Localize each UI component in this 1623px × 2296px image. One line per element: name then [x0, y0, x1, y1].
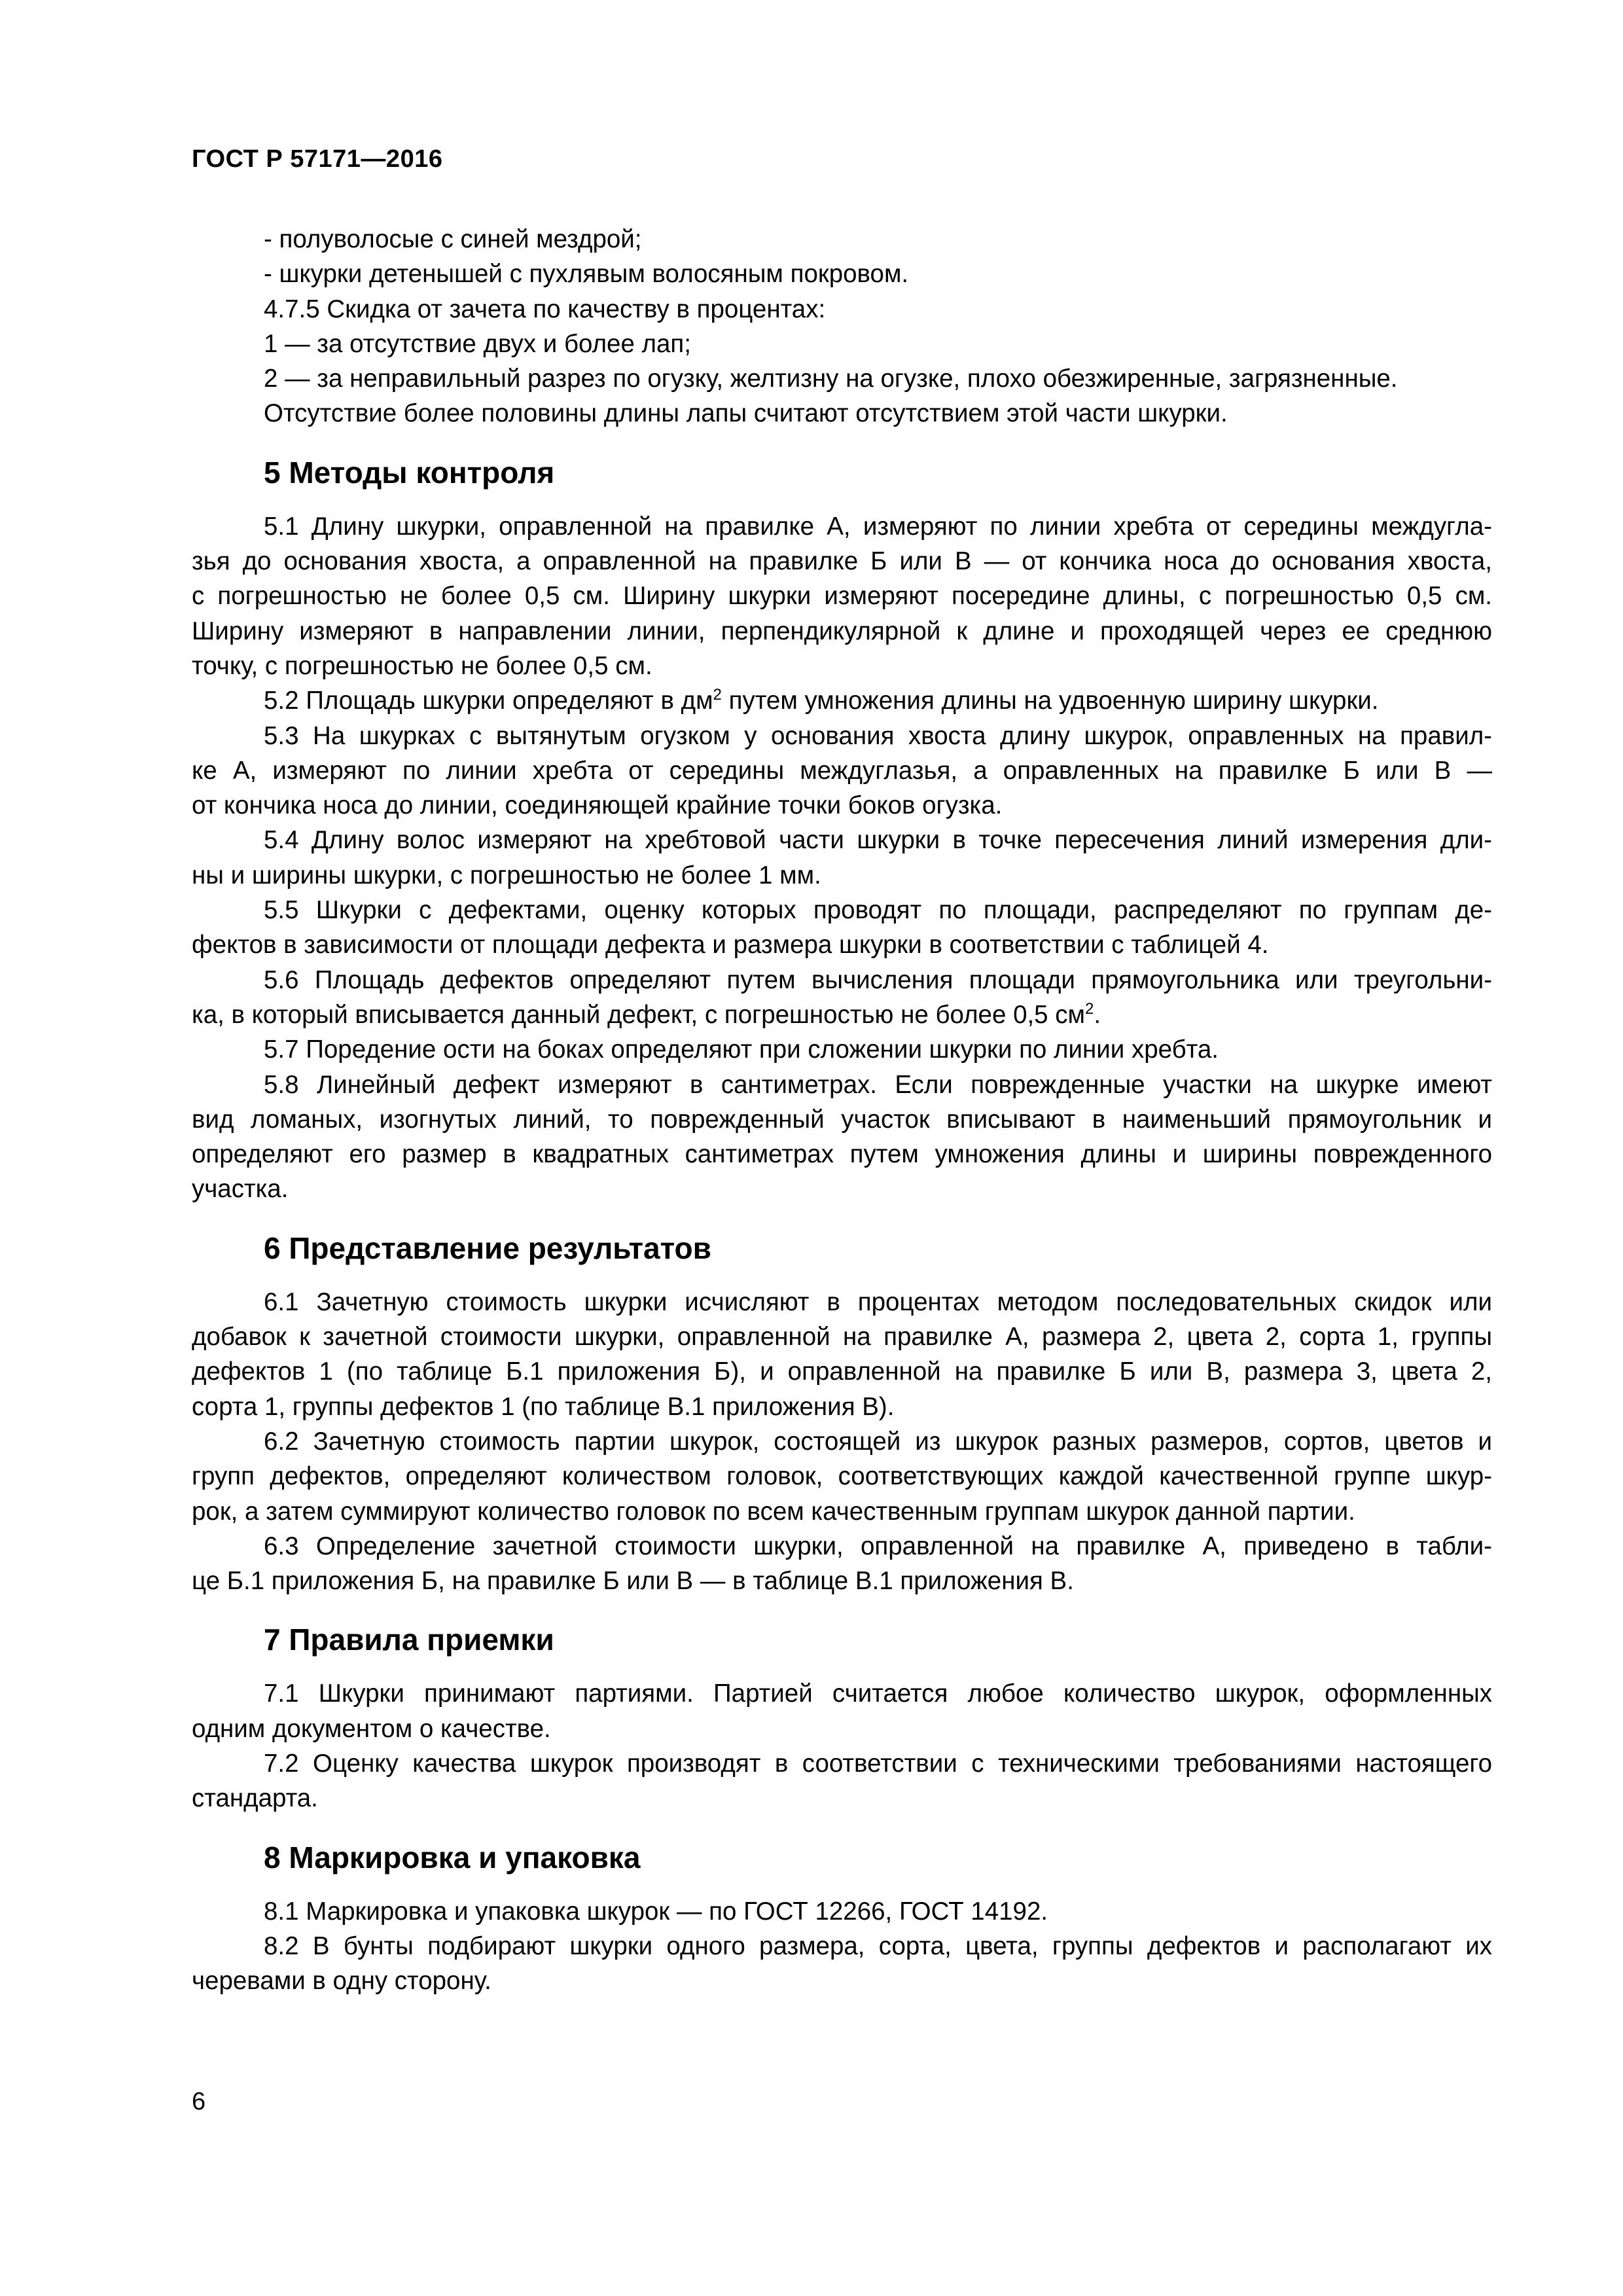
text-run: 5.2 Площадь шкурки определяют в дм — [264, 687, 713, 715]
text-line: 5.5 Шкурки с дефектами, оценку которых проводят по площади, распределяют по группам де- — [264, 896, 1492, 925]
text-line: с погрешностью не более 0,5 см. Ширину шкурки измеряют посередине длины, с погрешностью 0,5 см. — [192, 582, 1492, 611]
clause-5-1 — [192, 509, 1492, 683]
text-line: Ширину измеряют в направлении линии, перпендикулярной к длине и проходящей через ее среднюю — [192, 617, 1492, 645]
list-item: - полуволосые с синей мездрой; — [264, 225, 642, 253]
clause-5-7: 5.7 Поредение ости на боках определяют при сложении шкурки по линии хребта. — [264, 1035, 1219, 1064]
section-8-heading: 8 Маркировка и упаковка — [264, 1840, 641, 1874]
section-6-heading: 6 Представление результатов — [264, 1230, 711, 1265]
clause-6-2 — [192, 1424, 1492, 1529]
text-line: 5.8 Линейный дефект измеряют в сантиметрах. Если поврежденные участки на шкурке имеют — [264, 1070, 1492, 1099]
clause-5-4 — [192, 823, 1492, 893]
clause-8-2 — [192, 1929, 1492, 1999]
text-line: одним документом о качестве. — [192, 1714, 551, 1743]
text-line: це Б.1 приложения Б, на правилке Б или В — в таблице В.1 приложения В. — [192, 1567, 1074, 1596]
clause-8-1: 8.1 Маркировка и упаковка шкурок — по ГОСТ 12266, ГОСТ 14192. — [264, 1897, 1048, 1926]
page-number: 6 — [192, 2088, 206, 2115]
text-line: черевами в одну сторону. — [192, 1967, 491, 1996]
list-item: 1 — за отсутствие двух и более лап; — [264, 329, 691, 358]
clause-7-2 — [192, 1746, 1492, 1816]
text-line: 5.1 Длину шкурки, оправленной на правилке А, измеряют по линии хребта от середины междугла- — [264, 512, 1492, 541]
text-run: ка, в который вписывается данный дефект, с погрешностью не более 0,5 см — [192, 1000, 1086, 1029]
text-line: 7.2 Оценку качества шкурок производят в соответствии с техническими требованиями настоящего — [264, 1749, 1492, 1778]
text-line: стандарта. — [192, 1784, 318, 1813]
text-line: определяют его размер в квадратных сантиметрах путем умножения длины и ширины поврежденного — [192, 1140, 1492, 1169]
clause-5-5 — [192, 893, 1492, 963]
clause-5-3 — [192, 719, 1492, 823]
clause-5-6 — [192, 963, 1492, 1033]
text-line: ке А, измеряют по линии хребта от середины междуглазья, а оправленных на правилке Б или В — — [192, 756, 1492, 785]
text-line: 7.1 Шкурки принимают партиями. Партией считается любое количество шкурок, оформленных — [264, 1679, 1492, 1708]
text-line: 6.3 Определение зачетной стоимости шкурки, оправленной на правилке А, приведено в табли- — [264, 1532, 1492, 1560]
page-body — [192, 222, 1492, 1998]
note-text: Отсутствие более половины длины лапы считают отсутствием этой части шкурки. — [264, 399, 1228, 428]
section-5-heading: 5 Методы контроля — [264, 455, 555, 490]
text-line: 8.2 В бунты подбирают шкурки одного размера, сорта, цвета, группы дефектов и располагают их — [264, 1931, 1492, 1960]
text-line: 5.6 Площадь дефектов определяют путем вычисления площади прямоугольника или треугольни- — [264, 965, 1492, 994]
list-item: - шкурки детенышей с пухлявым волосяным покровом. — [264, 260, 909, 289]
superscript: 2 — [1085, 999, 1094, 1018]
text-line: дефектов 1 (по таблице Б.1 приложения Б), и оправленной на правилке Б или В, размера 3, цвета 2, — [192, 1357, 1492, 1386]
text-line: 6.1 Зачетную стоимость шкурки исчисляют в процентах методом последовательных скидок или — [264, 1287, 1492, 1316]
text-line: зья до основания хвоста, а оправленной на правилке Б или В — от кончика носа до основания хвоста, — [192, 547, 1492, 576]
section-7-heading: 7 Правила приемки — [264, 1623, 554, 1657]
text-line: 6.2 Зачетную стоимость партии шкурок, состоящей из шкурок разных размеров, сортов, цветов и — [264, 1427, 1492, 1456]
document-header: ГОСТ Р 57171—2016 — [192, 145, 443, 173]
text-line: от кончика носа до линии, соединяющей крайние точки боков огузка. — [192, 791, 1003, 820]
text-line: добавок к зачетной стоимости шкурки, оправленной на правилке А, размера 2, цвета 2, сорта 1, группы — [192, 1323, 1492, 1352]
clause-6-3 — [192, 1529, 1492, 1599]
text-run: путем умножения длины на удвоенную ширину шкурки. — [721, 687, 1379, 715]
clause-5-2 — [192, 683, 1492, 718]
text-line: фектов в зависимости от площади дефекта и размера шкурки в соответствии с таблицей 4. — [192, 931, 1269, 960]
list-item: 2 — за неправильный разрез по огузку, желтизну на огузке, плохо обезжиренные, загрязненные. — [264, 365, 1398, 393]
clause-4-7-5: 4.7.5 Скидка от зачета по качеству в процентах: — [264, 295, 826, 323]
text-line — [192, 997, 1492, 1032]
text-line: ны и ширины шкурки, с погрешностью не более 1 мм. — [192, 861, 821, 889]
superscript: 2 — [713, 686, 722, 704]
text-line: вид ломаных, изогнутых линий, то поврежденный участок вписывают в наименьший прямоугольник и — [192, 1105, 1492, 1134]
clause-6-1 — [192, 1285, 1492, 1424]
clause-5-8 — [192, 1067, 1492, 1207]
text-line: 5.4 Длину волос измеряют на хребтовой части шкурки в точке пересечения линий измерения дли- — [264, 826, 1492, 855]
clause-7-1 — [192, 1676, 1492, 1746]
text-line: точку, с погрешностью не более 0,5 см. — [192, 651, 652, 680]
text-line: сорта 1, группы дефектов 1 (по таблице В.1 приложения В). — [192, 1392, 895, 1421]
text-line: групп дефектов, определяют количеством головок, соответствующих каждой качественной группе шкур- — [192, 1462, 1492, 1491]
text-run: . — [1094, 1000, 1101, 1029]
text-line: участка. — [192, 1175, 289, 1204]
text-line: 5.3 На шкурках с вытянутым огузком у основания хвоста длину шкурок, оправленных на правил- — [264, 721, 1492, 750]
text-line: рок, а затем суммируют количество головок по всем качественным группам шкурок данной партии. — [192, 1497, 1355, 1526]
